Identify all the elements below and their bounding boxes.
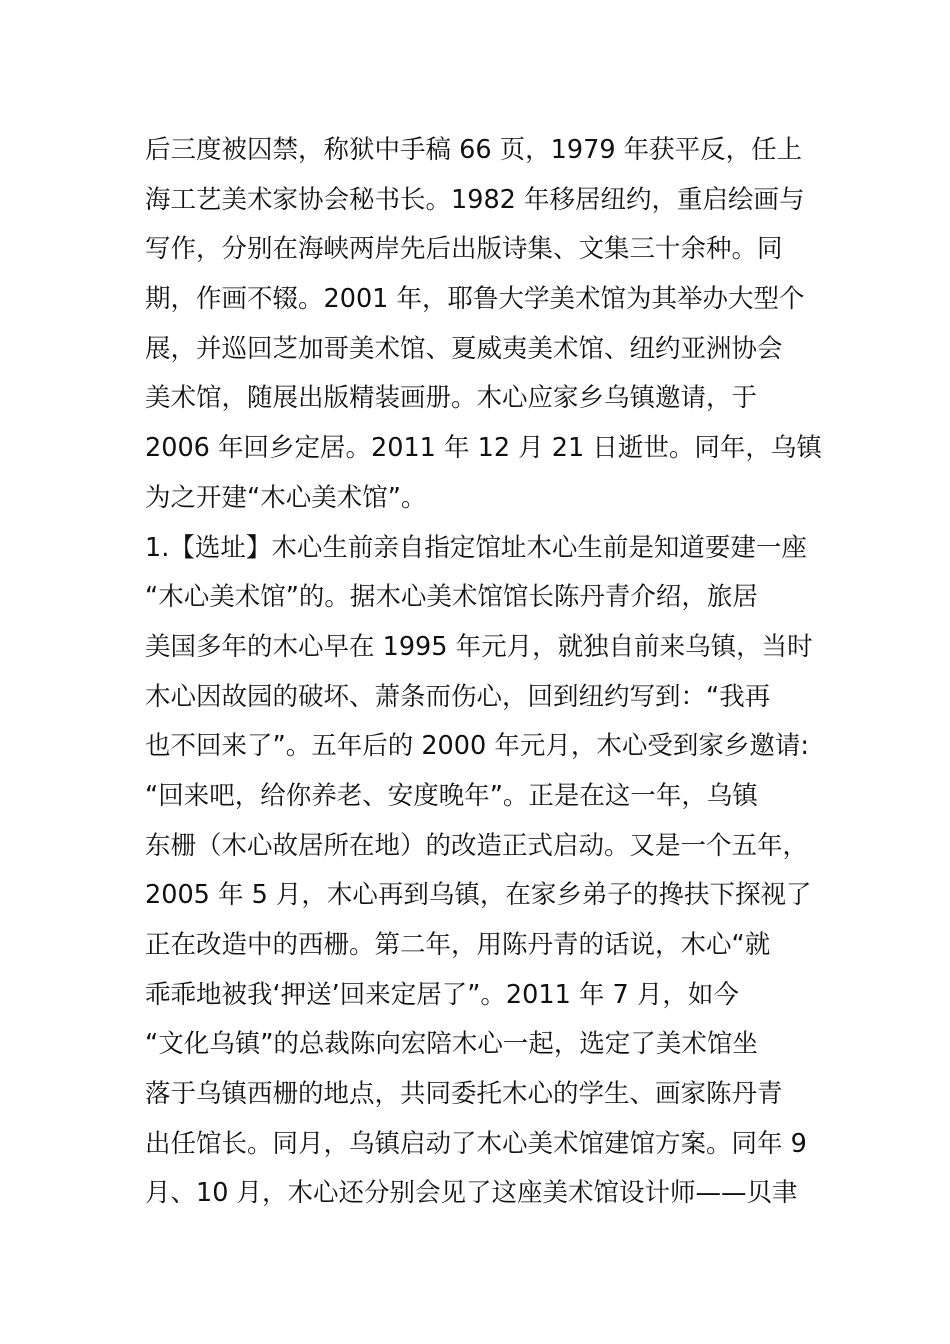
text-line: 出任馆长。同月，乌镇启动了木心美术馆建馆方案。同年 9 <box>145 1128 807 1159</box>
text-line: 木心因故园的破坏、萧条而伤心，回到纽约写到：“我再 <box>145 681 771 712</box>
text-line: 也不回来了”。五年后的 2000 年元月，木心受到家乡邀请: <box>145 731 809 762</box>
text-line: 为之开建“木心美术馆”。 <box>145 482 427 513</box>
text-line: 2005 年 5 月，木心再到乌镇，在家乡弟子的搀扶下探视了 <box>145 880 812 911</box>
text-line: “木心美术馆”的。据木心美术馆馆长陈丹青介绍，旅居 <box>145 582 758 613</box>
text-line: 期，作画不辍。2001 年，耶鲁大学美术馆为其举办大型个 <box>145 284 805 315</box>
text-line: 月、10 月，木心还分别会见了这座美术馆设计师——贝聿 <box>145 1178 798 1209</box>
text-line: 东栅（木心故居所在地）的改造正式启动。又是一个五年， <box>145 830 809 861</box>
body-text <box>145 126 835 1219</box>
text-line: 乖乖地被我‘押送’回来定居了”。2011 年 7 月，如今 <box>145 979 739 1010</box>
text-line: 写作，分别在海峡两岸先后出版诗集、文集三十余种。同 <box>145 234 783 265</box>
text-line: 美术馆，随展出版精装画册。木心应家乡乌镇邀请，于 <box>145 383 758 414</box>
text-line: 美国多年的木心早在 1995 年元月，就独自前来乌镇，当时 <box>145 631 813 662</box>
text-line: “文化乌镇”的总裁陈向宏陪木心一起，选定了美术馆坐 <box>145 1029 758 1060</box>
section-heading-line: 1.【选址】木心生前亲自指定馆址木心生前是知道要建一座 <box>145 532 807 563</box>
text-line: “回来吧，给你养老、安度晚年”。正是在这一年，乌镇 <box>145 780 758 811</box>
text-line: 海工艺美术家协会秘书长。1982 年移居纽约，重启绘画与 <box>145 184 805 215</box>
text-line: 后三度被囚禁，称狱中手稿 66 页，1979 年获平反，任上 <box>145 135 803 165</box>
text-line: 2006 年回乡定居。2011 年 12 月 21 日逝世。同年，乌镇 <box>145 433 822 464</box>
text-line: 落于乌镇西栅的地点，共同委托木心的学生、画家陈丹青 <box>145 1079 783 1110</box>
text-line: 正在改造中的西栅。第二年，用陈丹青的话说，木心“就 <box>145 930 771 960</box>
text-line: 展，并巡回芝加哥美术馆、夏威夷美术馆、纽约亚洲协会 <box>145 333 783 364</box>
